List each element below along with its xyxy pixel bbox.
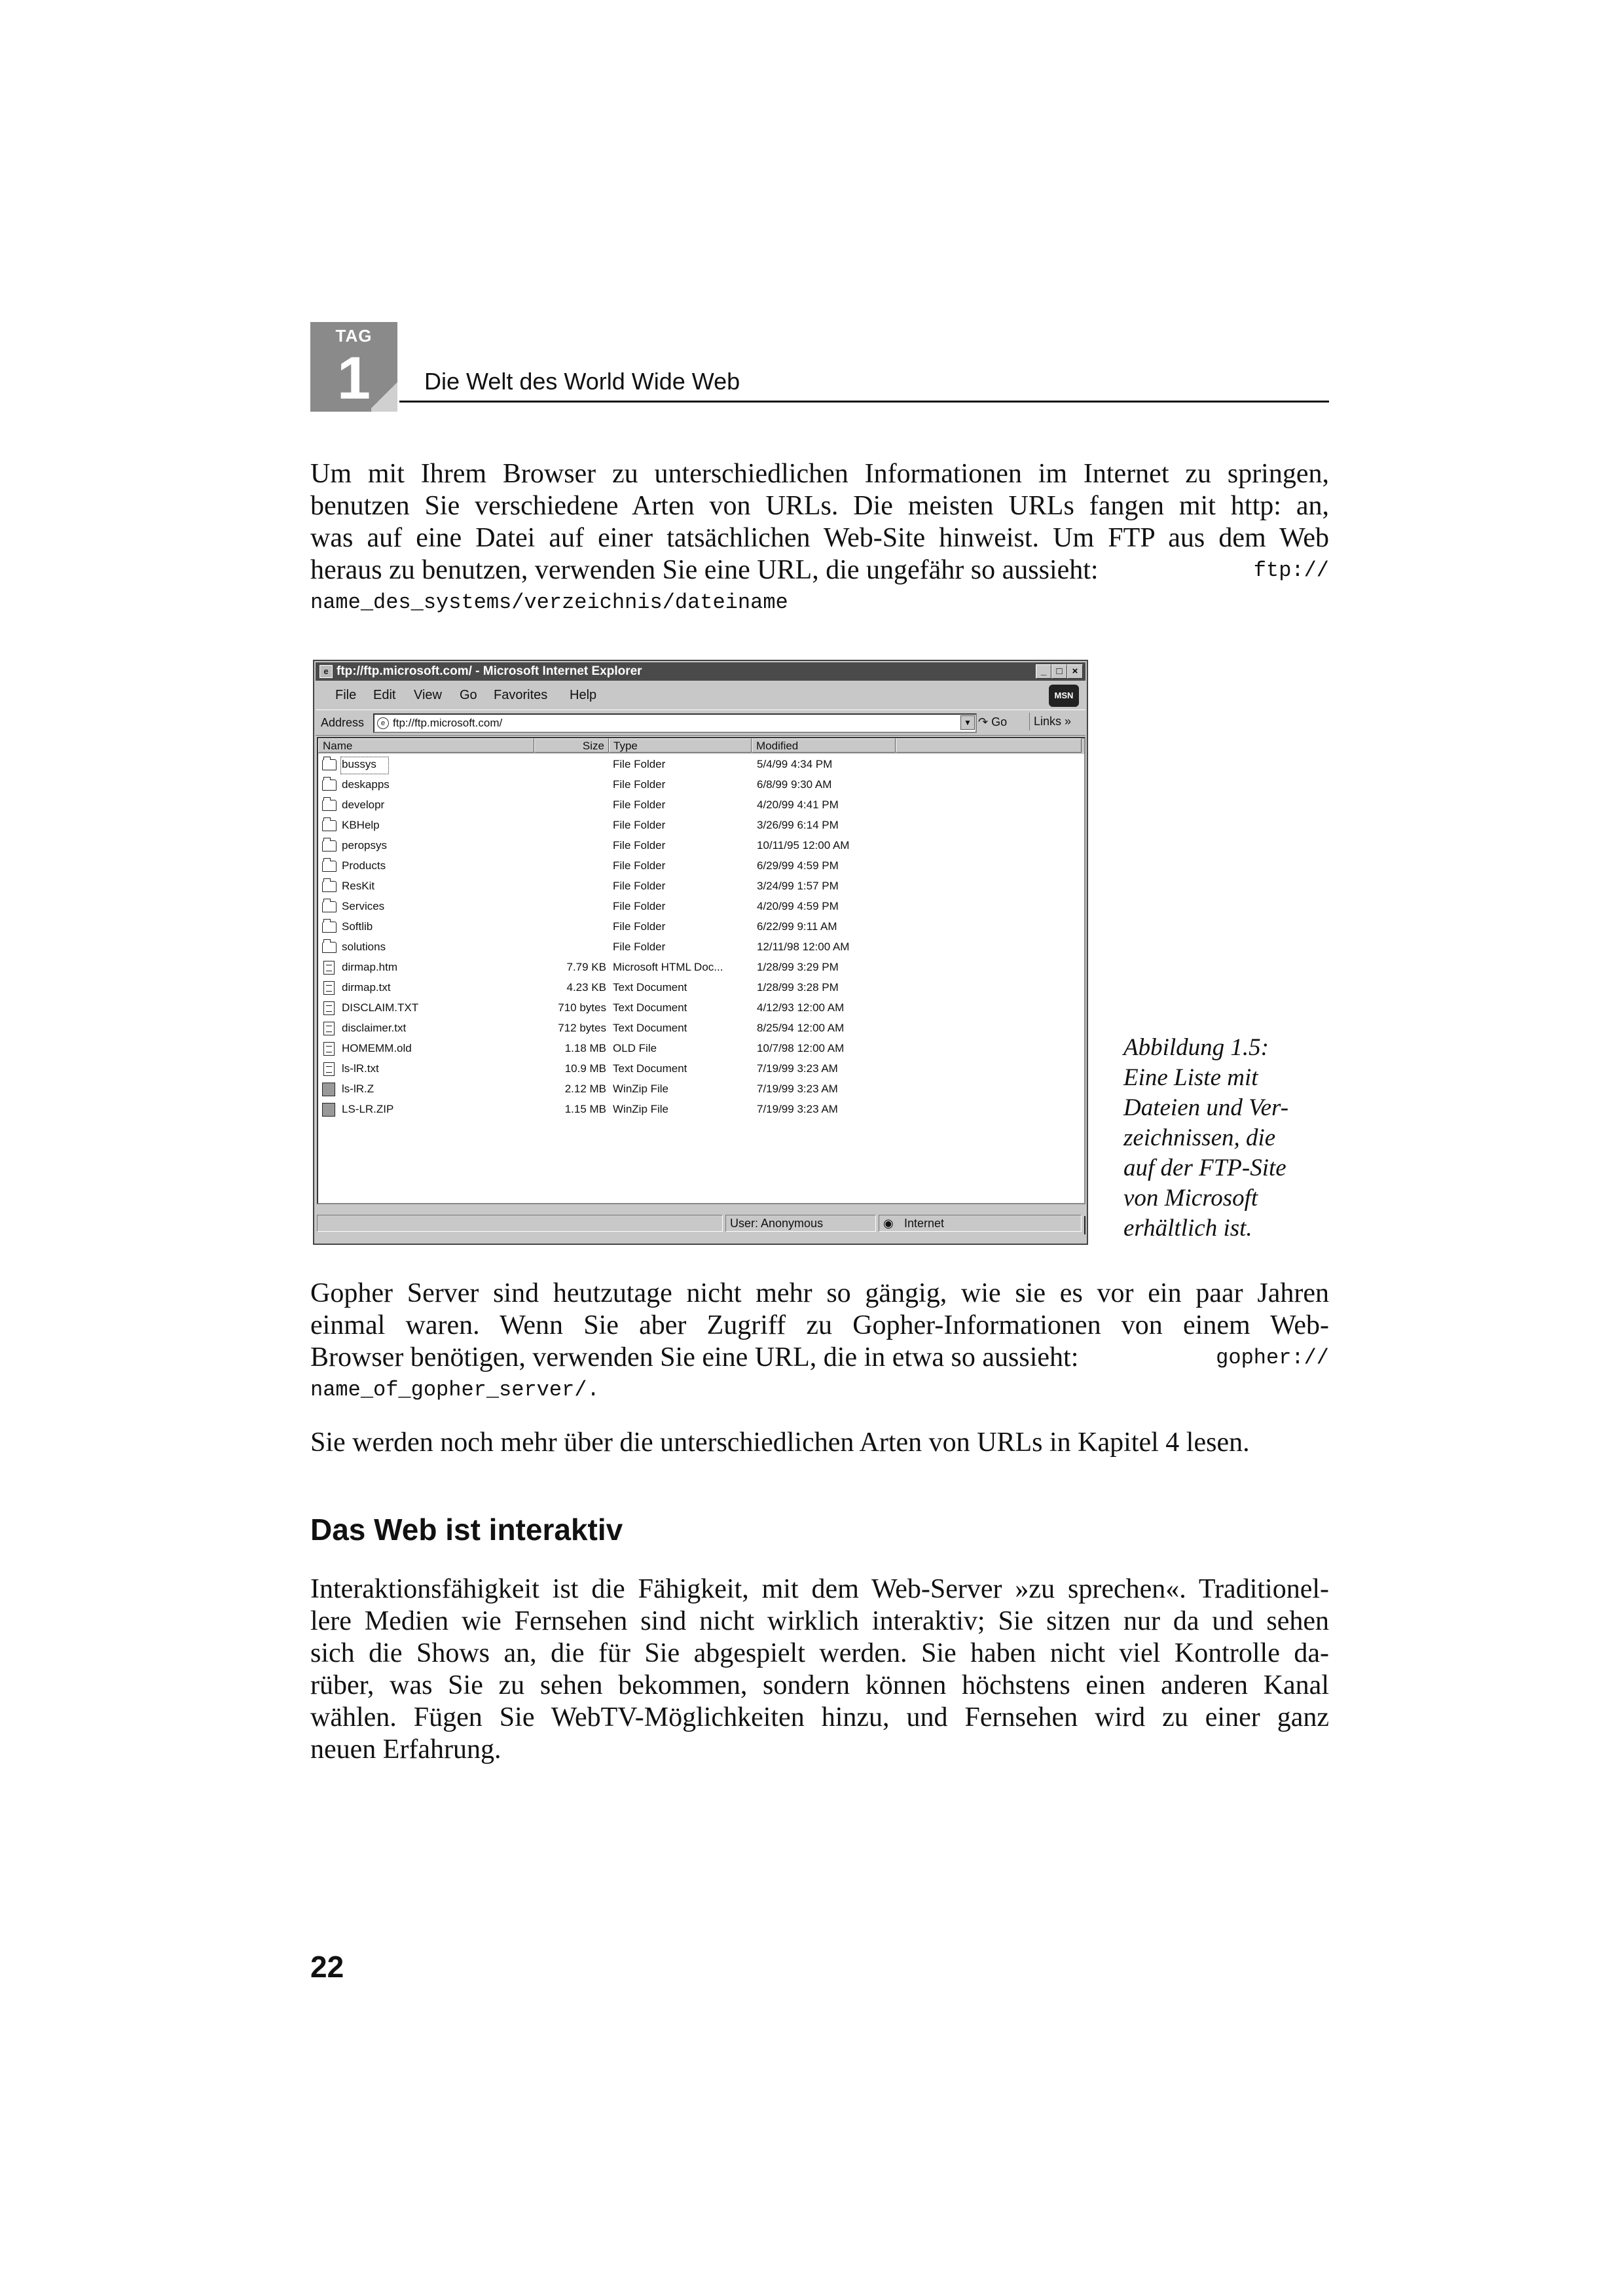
file-modified: 10/11/95 12:00 AM [757, 839, 850, 852]
file-type: File Folder [613, 859, 666, 872]
text-line: sich die Shows an, die für Sie abgespielt werden. Sie haben nicht viel Kontrolle da- [310, 1638, 1329, 1668]
text-line-part: Browser benötigen, verwenden Sie eine URL, die in etwa so aussieht: [310, 1342, 1079, 1372]
ie-icon: e [319, 665, 333, 678]
file-modified: 5/4/99 4:34 PM [757, 758, 833, 770]
file-name: dirmap.txt [342, 981, 391, 994]
paragraph-urls [310, 458, 1329, 619]
text-line: benutzen Sie verschiedene Arten von URLs. Die meisten URLs fangen mit http: an, [310, 491, 1329, 521]
paragraph-interactivity [310, 1573, 1329, 1766]
file-row[interactable] [318, 755, 1084, 776]
menu-go[interactable]: Go [460, 688, 477, 702]
file-type: File Folder [613, 941, 666, 953]
file-name: LS-LR.ZIP [342, 1103, 394, 1115]
header-rule [399, 401, 1329, 403]
file-type: Text Document [613, 1062, 687, 1075]
file-type: Text Document [613, 981, 687, 994]
document-icon [323, 1022, 335, 1035]
text-line: Sie werden noch mehr über die unterschiedlichen Arten von URLs in Kapitel 4 lesen. [310, 1427, 1250, 1458]
go-button[interactable]: ↷ Go [978, 715, 1008, 728]
folder-icon [322, 942, 337, 953]
file-row[interactable] [318, 1080, 1084, 1100]
folder-icon [322, 901, 337, 912]
file-row[interactable] [318, 836, 1084, 857]
file-size: 710 bytes [558, 1001, 606, 1014]
file-type: File Folder [613, 900, 666, 912]
file-row[interactable] [318, 857, 1084, 877]
menu-edit[interactable]: Edit [373, 688, 396, 702]
document-icon [323, 1042, 335, 1056]
caption-line: Eine Liste mit [1123, 1064, 1258, 1091]
status-panel-main [317, 1215, 723, 1232]
file-size: 1.15 MB [564, 1103, 606, 1115]
title-bar [316, 662, 1085, 681]
file-type: Text Document [613, 1001, 687, 1014]
file-name: solutions [342, 941, 386, 953]
menu-bar [316, 682, 1085, 708]
address-label: Address [321, 716, 365, 729]
minimize-button[interactable]: _ [1036, 664, 1051, 679]
file-size: 2.12 MB [564, 1083, 606, 1095]
column-header-size[interactable]: Size [534, 738, 609, 753]
file-name: Softlib [342, 920, 373, 933]
file-modified: 4/20/99 4:59 PM [757, 900, 839, 912]
menu-file[interactable]: File [335, 688, 357, 702]
file-row[interactable] [318, 1019, 1084, 1039]
caption-line: erhältlich ist. [1123, 1215, 1252, 1242]
text-line: einmal waren. Wenn Sie aber Zugriff zu Gopher-Informationen von einem Web- [310, 1310, 1329, 1340]
column-header-type[interactable]: Type [609, 738, 752, 753]
file-type: File Folder [613, 798, 666, 811]
chapter-tag-label: TAG [335, 326, 373, 346]
address-dropdown-arrow-icon[interactable]: ▼ [960, 715, 975, 730]
zip-file-icon [322, 1103, 335, 1117]
folder-icon [322, 881, 337, 892]
file-row[interactable] [318, 1060, 1084, 1080]
running-head: Die Welt des World Wide Web [424, 368, 740, 395]
file-type: File Folder [613, 778, 666, 791]
file-row[interactable] [318, 999, 1084, 1019]
text-line: wählen. Fügen Sie WebTV-Möglichkeiten hinzu, und Fernsehen wird zu einer ganz [310, 1702, 1329, 1732]
file-name: ResKit [342, 880, 375, 892]
text-line [310, 554, 1329, 586]
section-heading: Das Web ist interaktiv [310, 1513, 623, 1547]
chapter-number: 1 [337, 345, 371, 412]
file-row[interactable] [318, 978, 1084, 999]
file-size: 4.23 KB [566, 981, 606, 994]
file-type: File Folder [613, 819, 666, 831]
menu-favorites[interactable]: Favorites [494, 688, 548, 702]
file-modified: 12/11/98 12:00 AM [757, 941, 850, 953]
paragraph-chapter-ref [310, 1427, 1329, 1459]
file-name: ls-lR.txt [342, 1062, 379, 1075]
file-type: File Folder [613, 839, 666, 852]
file-modified: 10/7/98 12:00 AM [757, 1042, 845, 1054]
caption-line: Abbildung 1.5: [1123, 1034, 1269, 1061]
text-line-part: heraus zu benutzen, verwenden Sie eine URL, die ungefähr so aussieht: [310, 555, 1099, 585]
file-name: Products [342, 859, 386, 872]
menu-view[interactable]: View [414, 688, 442, 702]
caption-line: von Microsoft [1123, 1185, 1258, 1211]
status-zone: Internet [904, 1217, 945, 1230]
maximize-button[interactable]: □ [1051, 664, 1067, 679]
go-label: Go [991, 715, 1008, 728]
document-icon [323, 1001, 335, 1015]
address-input[interactable] [373, 713, 977, 733]
caption-line: zeichnissen, die [1123, 1124, 1276, 1151]
globe-icon: e [377, 717, 389, 729]
column-header-modified[interactable]: Modified [752, 738, 896, 753]
address-value: ftp://ftp.microsoft.com/ [393, 717, 503, 729]
text-line: lere Medien wie Fernsehen sind nicht wirklich interaktiv; Sie sitzen nur da und sehen [310, 1606, 1329, 1636]
window-title: ftp://ftp.microsoft.com/ - Microsoft Internet Explorer [337, 664, 642, 678]
file-modified: 4/20/99 4:41 PM [757, 798, 839, 811]
file-modified: 1/28/99 3:28 PM [757, 981, 839, 994]
file-type: Microsoft HTML Doc... [613, 961, 723, 973]
msn-logo: MSN [1049, 685, 1079, 707]
file-name: DISCLAIM.TXT [342, 1001, 419, 1014]
file-name: ls-lR.Z [342, 1083, 374, 1095]
figure-caption [1123, 1033, 1340, 1244]
file-size: 712 bytes [558, 1022, 606, 1034]
file-name: disclaimer.txt [342, 1022, 407, 1034]
file-row[interactable] [318, 918, 1084, 938]
file-modified: 3/24/99 1:57 PM [757, 880, 839, 892]
file-name: bussys [342, 758, 376, 770]
file-type: WinZip File [613, 1083, 669, 1095]
file-row[interactable] [318, 897, 1084, 918]
column-header-spacer [896, 738, 1082, 753]
file-row[interactable] [318, 938, 1084, 958]
column-headers [318, 738, 1084, 754]
file-type: File Folder [613, 758, 666, 770]
internet-zone-icon: ◉ [883, 1217, 894, 1230]
code-gopher-prefix: gopher:// [1216, 1346, 1329, 1370]
file-name: peropsys [342, 839, 387, 852]
status-user: User: Anonymous [730, 1217, 824, 1230]
file-row[interactable] [318, 816, 1084, 836]
folder-icon [322, 861, 337, 872]
file-name: KBHelp [342, 819, 380, 831]
file-type: Text Document [613, 1022, 687, 1034]
text-line: rüber, was Sie zu sehen bekommen, sondern können höchstens einen anderen Kanal [310, 1670, 1329, 1700]
code-ftp-path: name_des_systems/verzeichnis/dateiname [310, 590, 788, 615]
folder-icon [322, 759, 337, 770]
chapter-tag-badge [310, 322, 397, 412]
text-line: Interaktionsfähigkeit ist die Fähigkeit, mit dem Web-Server »zu sprechen«. Traditionel- [310, 1574, 1329, 1604]
page-curl-graphic [371, 379, 397, 412]
address-bar [316, 709, 1085, 736]
file-modified: 7/19/99 3:23 AM [757, 1103, 838, 1115]
caption-line: Dateien und Ver- [1123, 1094, 1289, 1121]
file-name: dirmap.htm [342, 961, 398, 973]
file-row[interactable] [318, 958, 1084, 978]
file-modified: 6/22/99 9:11 AM [757, 920, 837, 933]
text-line [310, 1342, 1329, 1374]
folder-icon [322, 800, 337, 811]
file-modified: 7/19/99 3:23 AM [757, 1083, 838, 1095]
text-line: Gopher Server sind heutzutage nicht mehr so gängig, wie sie es vor ein paar Jahren [310, 1278, 1329, 1308]
file-modified: 4/12/93 12:00 AM [757, 1001, 845, 1014]
status-panel-zone [879, 1215, 1082, 1232]
text-line: neuen Erfahrung. [310, 1734, 501, 1765]
file-type: File Folder [613, 880, 666, 892]
file-row[interactable] [318, 1039, 1084, 1060]
text-line: was auf eine Datei auf einer tatsächlichen Web-Site hinweist. Um FTP aus dem Web [310, 523, 1329, 553]
folder-icon [322, 840, 337, 852]
close-button[interactable]: × [1067, 664, 1083, 679]
status-panel-user [725, 1215, 876, 1232]
file-modified: 6/8/99 9:30 AM [757, 778, 832, 791]
file-row[interactable] [318, 776, 1084, 796]
document-icon [323, 1062, 335, 1076]
paragraph-gopher [310, 1278, 1329, 1406]
folder-icon [322, 820, 337, 831]
links-button[interactable]: Links » [1029, 713, 1075, 730]
file-name: HOMEMM.old [342, 1042, 412, 1054]
file-row[interactable] [318, 796, 1084, 816]
document-icon [323, 981, 335, 995]
zip-file-icon [322, 1083, 335, 1096]
file-type: WinZip File [613, 1103, 669, 1115]
page-number: 22 [310, 1950, 344, 1984]
document-icon [323, 961, 335, 975]
file-modified: 7/19/99 3:23 AM [757, 1062, 838, 1075]
folder-icon [322, 780, 337, 791]
file-name: Services [342, 900, 385, 912]
file-size: 7.79 KB [566, 961, 606, 973]
file-name: deskapps [342, 778, 390, 791]
file-size: 10.9 MB [564, 1062, 606, 1075]
file-type: File Folder [613, 920, 666, 933]
file-modified: 6/29/99 4:59 PM [757, 859, 839, 872]
file-modified: 8/25/94 12:00 AM [757, 1022, 845, 1034]
status-bar [316, 1208, 1085, 1237]
folder-icon [322, 922, 337, 933]
file-type: OLD File [613, 1042, 657, 1054]
code-gopher-path: name_of_gopher_server/. [310, 1378, 600, 1402]
file-modified: 3/26/99 6:14 PM [757, 819, 839, 831]
menu-help[interactable]: Help [570, 688, 597, 702]
code-ftp-prefix: ftp:// [1253, 558, 1329, 583]
text-line: Um mit Ihrem Browser zu unterschiedlichen Informationen im Internet zu springen, [310, 459, 1329, 489]
file-row[interactable] [318, 1100, 1084, 1121]
caption-line: auf der FTP-Site [1123, 1155, 1286, 1181]
file-modified: 1/28/99 3:29 PM [757, 961, 839, 973]
file-size: 1.18 MB [564, 1042, 606, 1054]
file-row[interactable] [318, 877, 1084, 897]
file-name: developr [342, 798, 385, 811]
column-header-name[interactable]: Name [318, 738, 534, 753]
browser-window [313, 660, 1088, 1245]
file-list [317, 737, 1085, 1204]
